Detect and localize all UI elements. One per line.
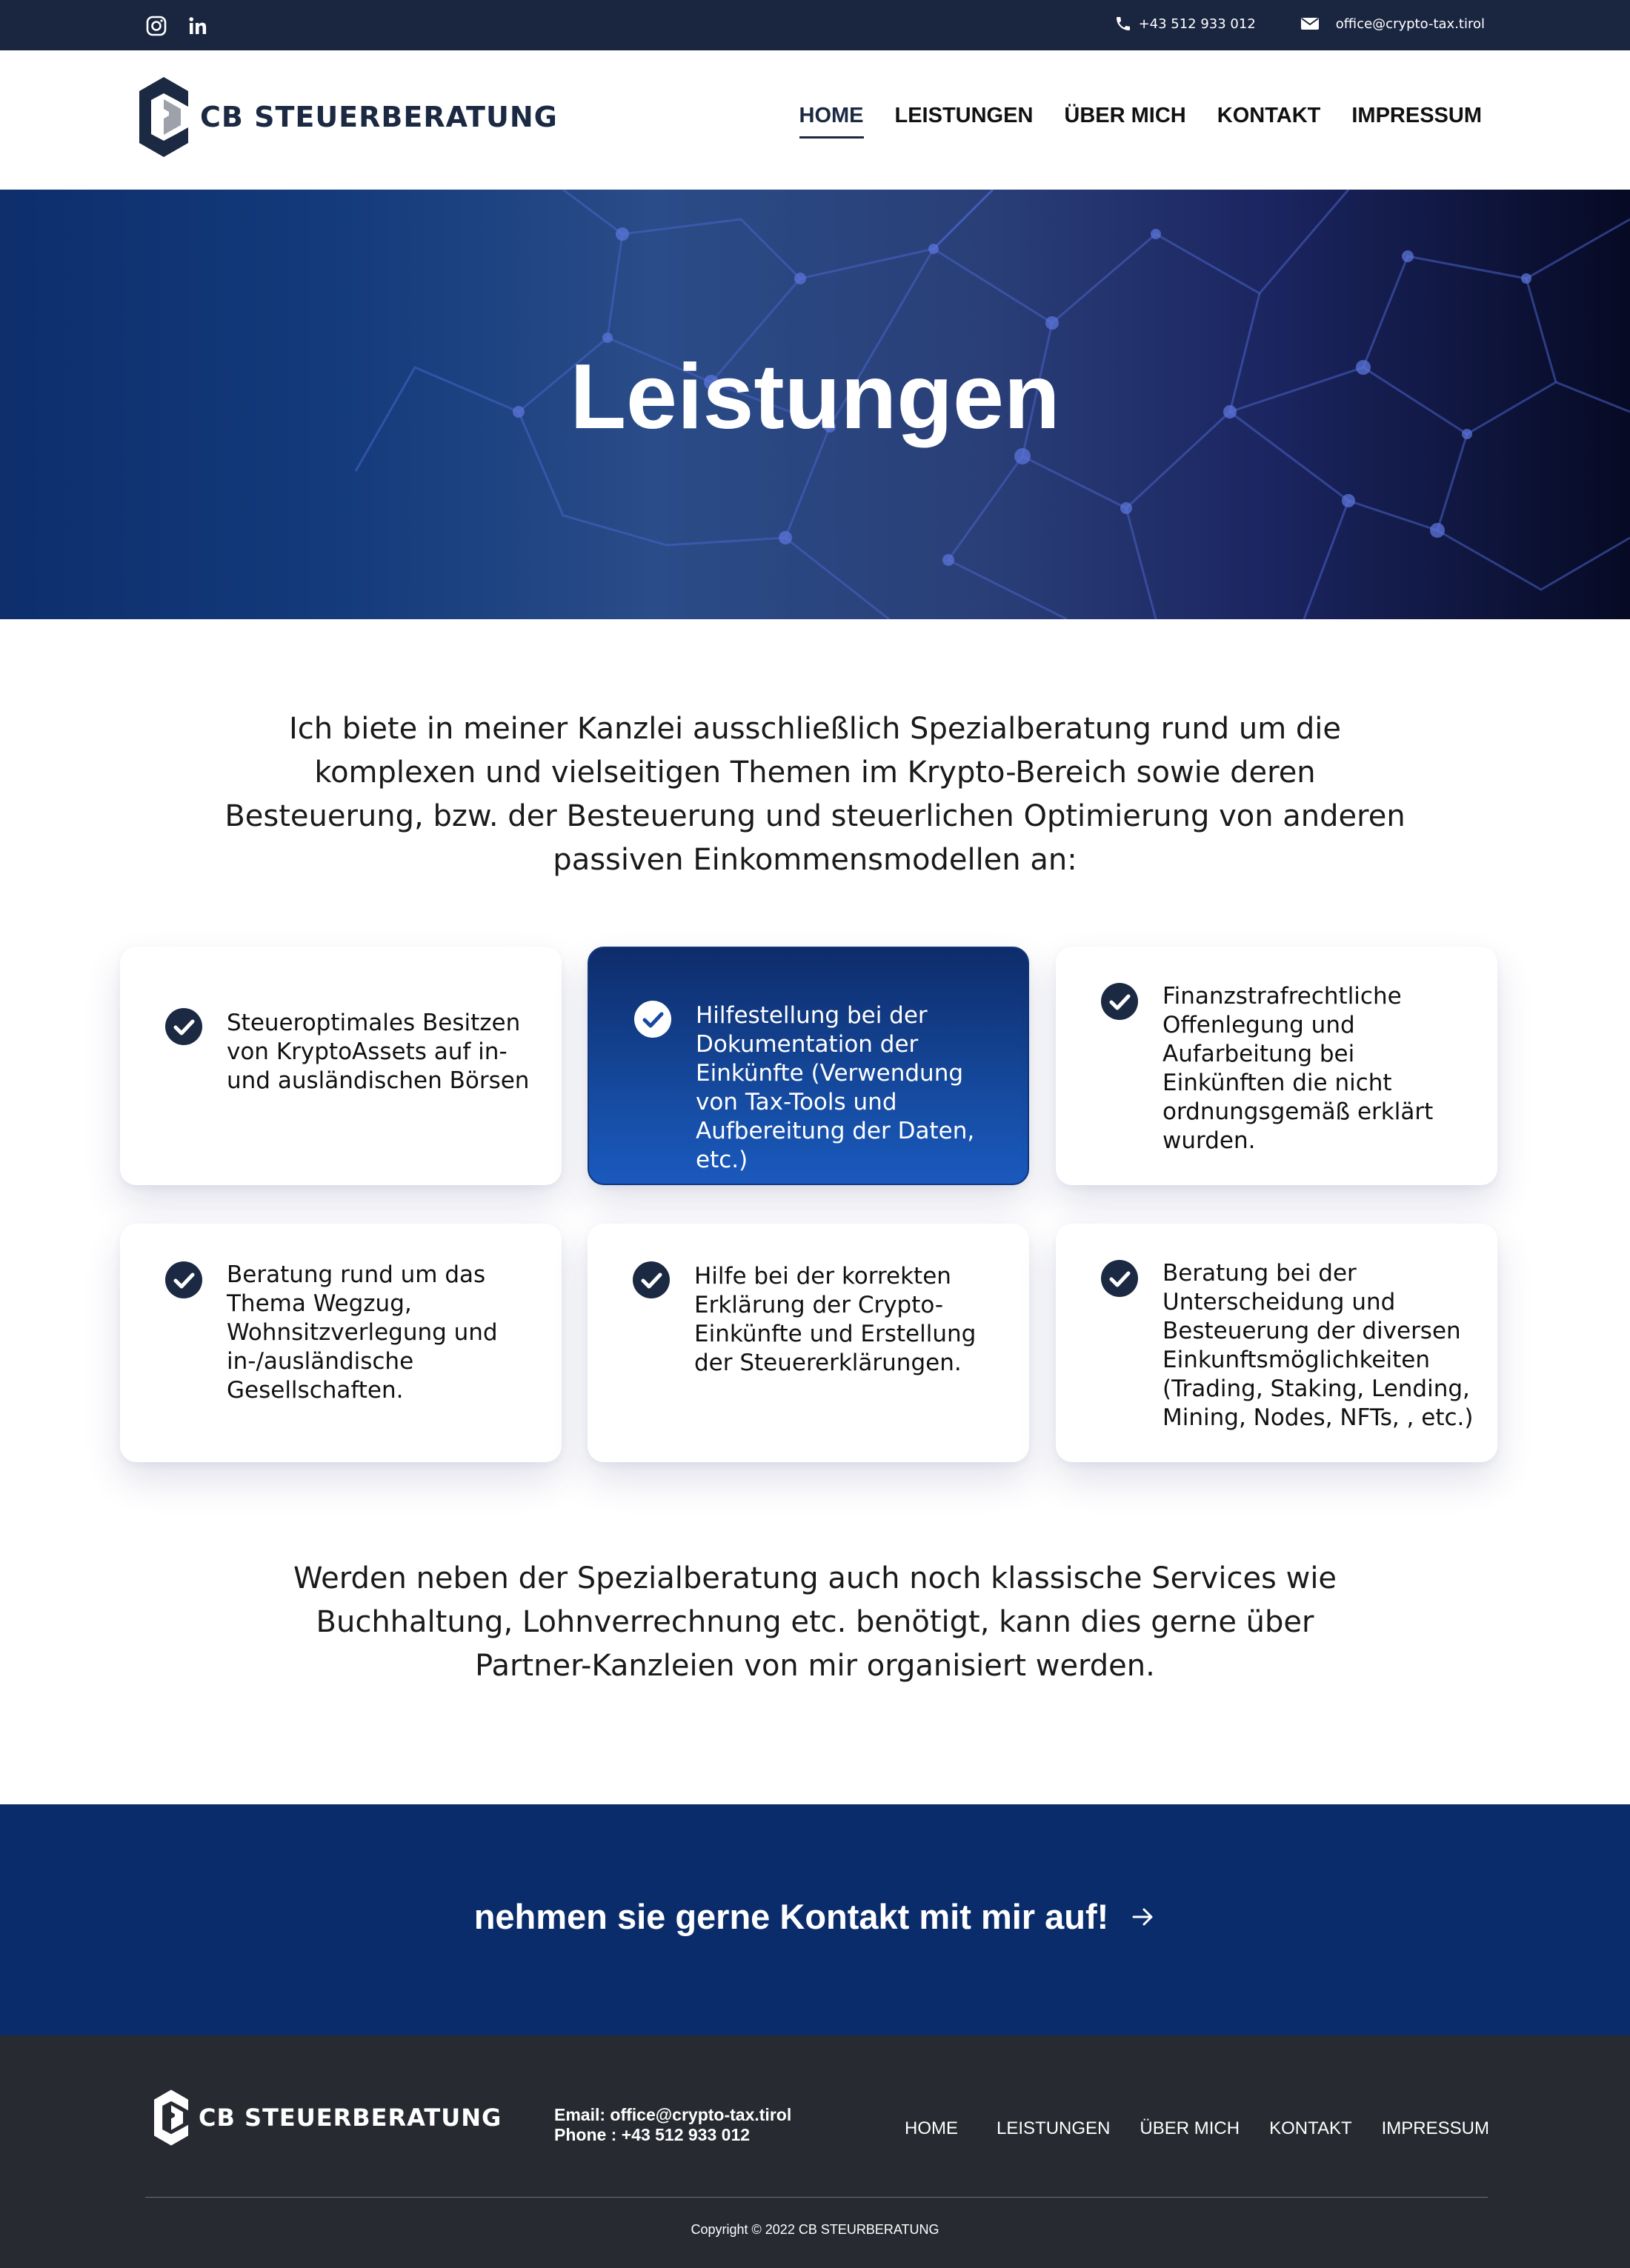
check-circle-icon xyxy=(633,1000,672,1038)
instagram-icon[interactable] xyxy=(145,15,167,37)
phone-icon xyxy=(1114,15,1133,33)
service-card xyxy=(588,1224,1029,1462)
footer-email[interactable]: Email: office@crypto-tax.tirol xyxy=(554,2105,792,2124)
top-phone[interactable] xyxy=(1114,15,1256,33)
top-contact xyxy=(1114,15,1485,33)
site-logo[interactable] xyxy=(139,77,558,157)
nav-ueber-mich[interactable]: ÜBER MICH xyxy=(1064,104,1186,127)
service-text: Beratung bei der Unterscheidung und Besteuerung der diversen Einkunftsmöglichkeiten (Trading, Staking, Lending, Mining, Nodes, NFTs, , etc.) xyxy=(1162,1260,1474,1431)
footer-nav-kontakt[interactable]: KONTAKT xyxy=(1269,2118,1352,2138)
check-circle-icon xyxy=(164,1261,203,1299)
nav-home[interactable]: HOME xyxy=(799,104,864,127)
footer-nav-leistungen[interactable]: LEISTUNGEN xyxy=(997,2118,1111,2138)
footer-nav-home[interactable]: HOME xyxy=(905,2118,959,2138)
footer-nav-ueber-mich[interactable]: ÜBER MICH xyxy=(1140,2118,1240,2138)
cta-label: nehmen sie gerne Kontakt mit mir auf! xyxy=(473,1897,1109,1936)
service-text: Steueroptimales Besitzen von KryptoAssets auf in- und ausländischen Börsen xyxy=(227,1010,530,1094)
service-card xyxy=(1056,947,1497,1185)
service-card xyxy=(120,947,562,1185)
service-text: Hilfe bei der korrekten Erklärung der Crypto-Einkünfte und Erstellung der Steuererklärungen. xyxy=(694,1263,977,1376)
check-circle-icon xyxy=(164,1007,203,1046)
cta-banner xyxy=(0,1804,1630,2035)
copyright-text: Copyright © 2022 CB STEURBERATUNG xyxy=(691,2222,939,2237)
service-card-featured xyxy=(588,947,1029,1185)
nav-leistungen[interactable]: LEISTUNGEN xyxy=(894,104,1034,127)
footer-logo-text: CB STEUERBERATUNG xyxy=(199,2104,502,2132)
service-card xyxy=(120,1224,562,1462)
top-email[interactable] xyxy=(1300,15,1485,33)
check-circle-icon xyxy=(1100,1259,1139,1298)
nav-impressum[interactable]: IMPRESSUM xyxy=(1351,104,1482,127)
site-footer xyxy=(0,2035,1630,2268)
service-text: Beratung rund um das Thema Wegzug, Wohnsitzverlegung und in-/ausländische Gesellschaften. xyxy=(227,1261,498,1404)
outro-text: Werden neben der Spezialberatung auch noch klassische Services wie Buchhaltung, Lohnverrechnung etc. benötigt, kann dies gerne über Partner-Kanzleien von mir organisiert werden. xyxy=(293,1561,1337,1683)
footer-divider xyxy=(145,2197,1488,2198)
hero-title: Leistungen xyxy=(570,346,1060,448)
nav-kontakt[interactable]: KONTAKT xyxy=(1217,104,1321,127)
top-bar xyxy=(0,0,1630,50)
service-card xyxy=(1056,1224,1497,1462)
logo-mark-icon xyxy=(139,77,188,157)
top-email-text: office@crypto-tax.tirol xyxy=(1335,16,1485,32)
footer-contact-info xyxy=(554,2105,791,2145)
site-header xyxy=(0,50,1630,190)
footer-phone[interactable]: Phone : +43 512 933 012 xyxy=(554,2125,751,2144)
logo-text: CB STEUERBERATUNG xyxy=(200,101,558,133)
linkedin-icon[interactable] xyxy=(187,15,209,37)
footer-logo[interactable] xyxy=(154,2086,502,2149)
main-nav xyxy=(799,104,1483,128)
service-text: Finanzstrafrechtliche Offenlegung und Aufarbeitung bei Einkünften die nicht ordnungsgemäß erklärt wurden. xyxy=(1162,983,1434,1154)
logo-mark-icon xyxy=(154,2086,188,2149)
check-circle-icon xyxy=(1100,982,1139,1021)
check-circle-icon xyxy=(632,1261,671,1299)
service-text: Hilfestellung bei der Dokumentation der Einkünfte (Verwendung von Tax-Tools und Aufbereitung der Daten, etc.) xyxy=(696,1002,975,1173)
contact-cta-link[interactable] xyxy=(474,1896,1157,1937)
social-links xyxy=(145,15,209,37)
intro-text: Ich biete in meiner Kanzlei ausschließlich Spezialberatung rund um die komplexen und vielseitigen Themen im Krypto-Bereich sowie deren Besteuerung, bzw. der Besteuerung und steuerlichen Optimierung von anderen passiven Einkommensmodellen an: xyxy=(224,712,1406,877)
top-phone-text: +43 512 933 012 xyxy=(1138,16,1256,32)
hero-banner xyxy=(0,190,1630,619)
footer-nav-impressum[interactable]: IMPRESSUM xyxy=(1381,2118,1489,2138)
mail-icon xyxy=(1300,15,1320,33)
footer-nav xyxy=(905,2118,1489,2139)
arrow-right-icon xyxy=(1131,1904,1156,1930)
